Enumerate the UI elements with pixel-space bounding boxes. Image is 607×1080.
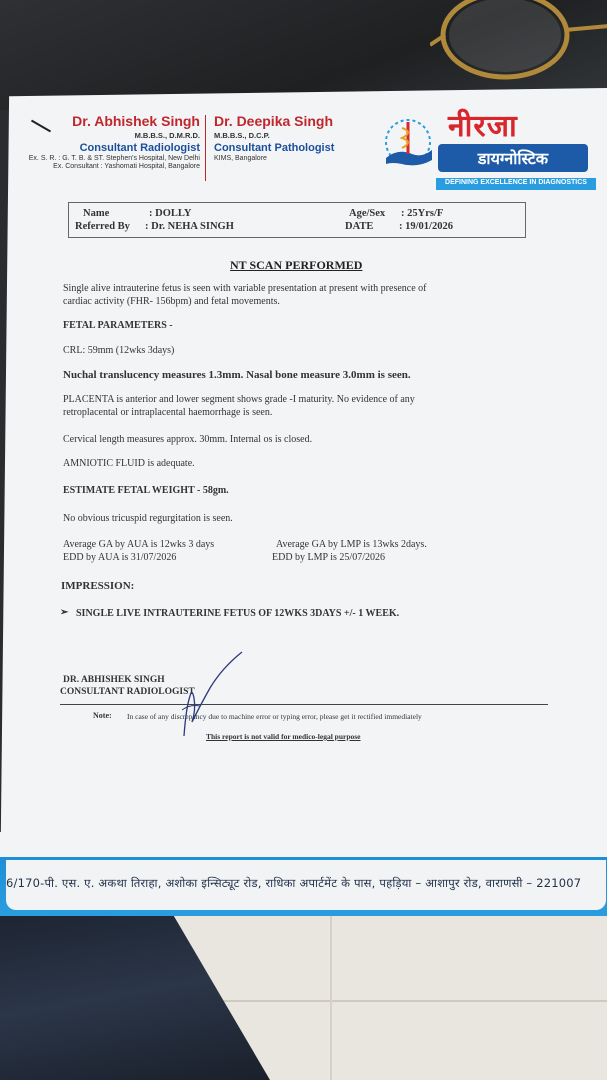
logo-tagline: DEFINING EXCELLENCE IN DIAGNOSTICS xyxy=(436,178,596,190)
impression-bullet-icon: ➢ xyxy=(60,607,69,618)
crl-line: CRL: 59mm (12wks 3days) xyxy=(63,345,175,356)
amniotic-line: AMNIOTIC FLUID is adequate. xyxy=(63,458,195,469)
report-title: NT SCAN PERFORMED xyxy=(230,258,363,272)
finding-fetus-line1: Single alive intrauterine fetus is seen with variable presentation at present with presence of xyxy=(63,283,427,294)
fetal-params-heading: FETAL PARAMETERS - xyxy=(63,320,173,331)
referred-value: : Dr. NEHA SINGH xyxy=(145,221,234,232)
doctor2-block xyxy=(214,113,364,162)
doctor1-title: Consultant Radiologist xyxy=(79,142,200,154)
validity-text: This report is not valid for medico-legal purpose xyxy=(206,732,361,741)
agesex-label: Age/Sex xyxy=(349,208,386,219)
doctor1-degrees: M.B.B.S., D.M.R.D. xyxy=(134,131,200,140)
logo-name-hindi: नीरजा xyxy=(448,109,518,144)
cervical-line: Cervical length measures approx. 30mm. Internal os is closed. xyxy=(63,434,313,445)
impression-text: SINGLE LIVE INTRAUTERINE FETUS OF 12WKS 3DAYS +/- 1 WEEK. xyxy=(76,608,400,619)
edd-aua: EDD by AUA is 31/07/2026 xyxy=(63,552,177,563)
avg-ga-aua: Average GA by AUA is 12wks 3 days xyxy=(63,539,215,550)
date-value: : 19/01/2026 xyxy=(399,221,453,232)
doctor1-line2: Ex. Consultant : Yashomati Hospital, Bangalore xyxy=(53,163,200,170)
doctor2-line1: KIMS, Bangalore xyxy=(214,155,267,162)
tricuspid-line: No obvious tricuspid regurgitation is seen. xyxy=(63,513,233,524)
doctor2-degrees: M.B.B.S., D.C.P. xyxy=(214,131,270,140)
edd-lmp: EDD by LMP is 25/07/2026 xyxy=(272,552,385,563)
doctor-signature xyxy=(180,648,250,740)
placenta-line1: PLACENTA is anterior and lower segment shows grade -I maturity. No evidence of any xyxy=(63,394,415,405)
avg-ga-lmp: Average GA by LMP is 13wks 2days. xyxy=(276,539,427,550)
doctor2-name: Dr. Deepika Singh xyxy=(214,113,334,129)
signoff-title: CONSULTANT RADIOLOGIST xyxy=(60,687,195,697)
impression-heading: IMPRESSION: xyxy=(61,580,135,592)
doctor1-name: Dr. Abhishek Singh xyxy=(72,113,200,129)
signoff-name: DR. ABHISHEK SINGH xyxy=(63,675,165,685)
agesex-value: : 25Yrs/F xyxy=(401,208,444,219)
doctor2-title: Consultant Pathologist xyxy=(214,142,335,154)
clinic-logo xyxy=(378,100,600,192)
doctor1-block xyxy=(10,113,200,170)
tile-seam xyxy=(330,900,332,1080)
nuchal-line: Nuchal translucency measures 1.3mm. Nasal bone measure 3.0mm is seen. xyxy=(63,369,411,381)
placenta-line2: retroplacental or intraplacental haemorrhage is seen. xyxy=(63,407,273,418)
efw-line: ESTIMATE FETAL WEIGHT - 58gm. xyxy=(63,485,229,496)
note-divider xyxy=(60,704,548,705)
caduceus-hand-icon xyxy=(378,114,438,174)
note-label: Note: xyxy=(93,711,112,720)
header-divider xyxy=(205,115,206,181)
name-value: : DOLLY xyxy=(149,208,192,219)
footer-address: 6/170-पी. एस. ए. अकथा तिराहा, अशोका इन्सिट्यूट रोड, राधिका अपार्टमेंट के पास, पहड़िया – आशापुर रोड, वाराणसी – 221007 xyxy=(6,860,606,910)
name-label: Name xyxy=(83,208,110,219)
patient-info-box xyxy=(68,202,526,238)
eyeglasses-image xyxy=(430,0,607,95)
referred-label: Referred By xyxy=(75,221,130,232)
finding-fetus-line2: cardiac activity (FHR- 156bpm) and fetal movements. xyxy=(63,296,280,307)
doctor1-line1: Ex. S. R. : G. T. B. & ST. Stephen's Hospital, New Delhi xyxy=(28,155,200,162)
note-text: In case of any discrepancy due to machine error or typing error, please get it rectified immediately xyxy=(127,712,422,721)
logo-sub-hindi: डायग्नोस्टिक xyxy=(438,144,588,172)
date-label: DATE xyxy=(345,221,374,232)
